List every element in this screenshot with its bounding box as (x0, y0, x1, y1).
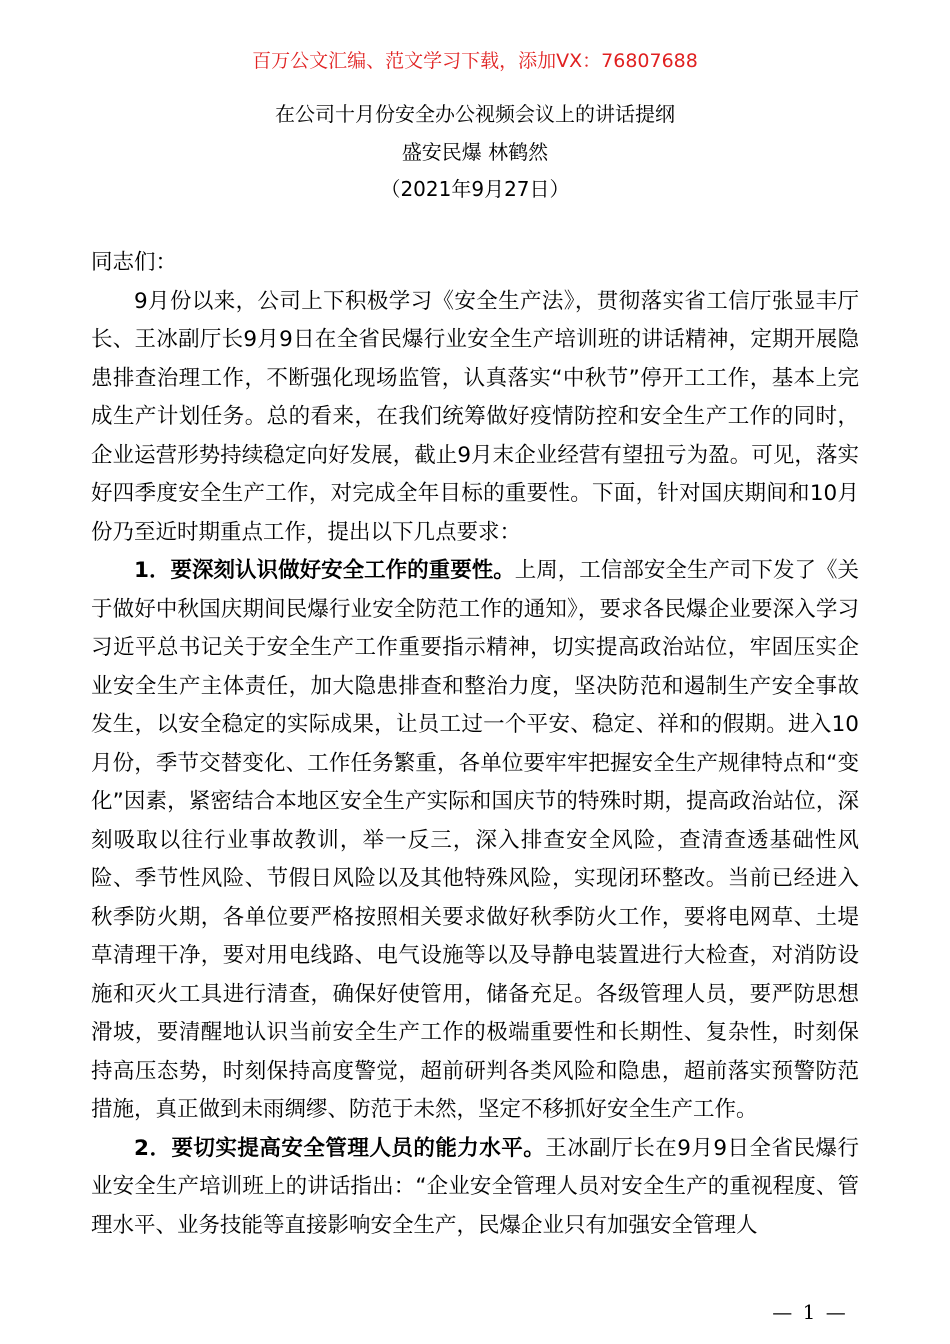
document-author: 盛安民爆 林鹤然 (401, 140, 549, 164)
point-2-lead: 2．要切实提高安全管理人员的能力水平。 (134, 1135, 546, 1161)
point-1-lead: 1．要深刻认识做好安全工作的重要性。 (134, 558, 515, 583)
point-2-text: 王冰副厅长在9月9日全省民爆行业安全生产培训班上的讲话指出：“企业安全管理人员对安全生产的重视程度、管理水平、业务技能等直接影响安全生产，民爆企业只有加强安全管理人 (91, 1135, 860, 1238)
point-1-text: 上周，工信部安全生产司下发了《关于做好中秋国庆期间民爆行业安全防范工作的通知》，要求各民爆企业要深入学习习近平总书记关于安全生产工作重要指示精神，切实提高政治站位，牢固压实企业安全生产主体责任，加大隐患排查和整治力度，坚决防范和遏制生产安全事故发生，以安全稳定的实际成果，让员工过一个平安、稳定、祥和的假期。进入10月份，季节交替变化、工作任务繁重，各单位要牢牢把握安全生产规律特点和“变化”因素，紧密结合本地区安全生产实际和国庆节的特殊时期，提高政治站位，深刻吸取以往行业事故教训，举一反三，深入排查安全风险，查清查透基础性风险、季节性风险、节假日风险以及其他特殊风险，实现闭环整改。当前已经进入秋季防火期，各单位要严格按照相关要求做好秋季防火工作，要将电网草、土堤草清理干净，要对用电线路、电气设施等以及导静电装置进行大检查，对消防设施和灭火工具进行清查，确保好使管用，储备充足。各级管理人员，要严防思想滑坡，要清醒地认识当前安全生产工作的极端重要性和长期性、复杂性，时刻保持高压态势，时刻保持高度警觉，超前研判各类风险和隐患，超前落实预警防范措施，真正做到未雨绸缪、防范于未然，坚定不移抓好安全生产工作。 (91, 558, 859, 1122)
greeting: 同志们： (91, 250, 178, 275)
page-number: — 1 — (772, 1300, 848, 1324)
document-date: （2021年9月27日） (380, 177, 570, 201)
intro-paragraph: 9月份以来，公司上下积极学习《安全生产法》，贯彻落实省工信厅张显丰厅长、王冰副厅长9月9日在全省民爆行业安全生产培训班的讲话精神，定期开展隐患排查治理工作，不断强化现场监管，认真落实“中秋节”停开工工作，基本上完成生产计划任务。总的看来，在我们统筹做好疫情防控和安全生产工作的同时，企业运营形势持续稳定向好发展，截止9月末企业经营有望扭亏为盈。可见，落实好四季度安全生产工作，对完成全年目标的重要性。下面，针对国庆期间和10月份乃至近时期重点工作，提出以下几点要求： (91, 288, 859, 545)
document-title: 在公司十月份安全办公视频会议上的讲话提纲 (275, 102, 675, 126)
point-2-paragraph (91, 1130, 859, 1246)
banner-ad: 百万公文汇编、范文学习下载，添加VX：76807688 (252, 50, 698, 72)
document-body (91, 244, 859, 1245)
point-1-paragraph (91, 552, 859, 1130)
